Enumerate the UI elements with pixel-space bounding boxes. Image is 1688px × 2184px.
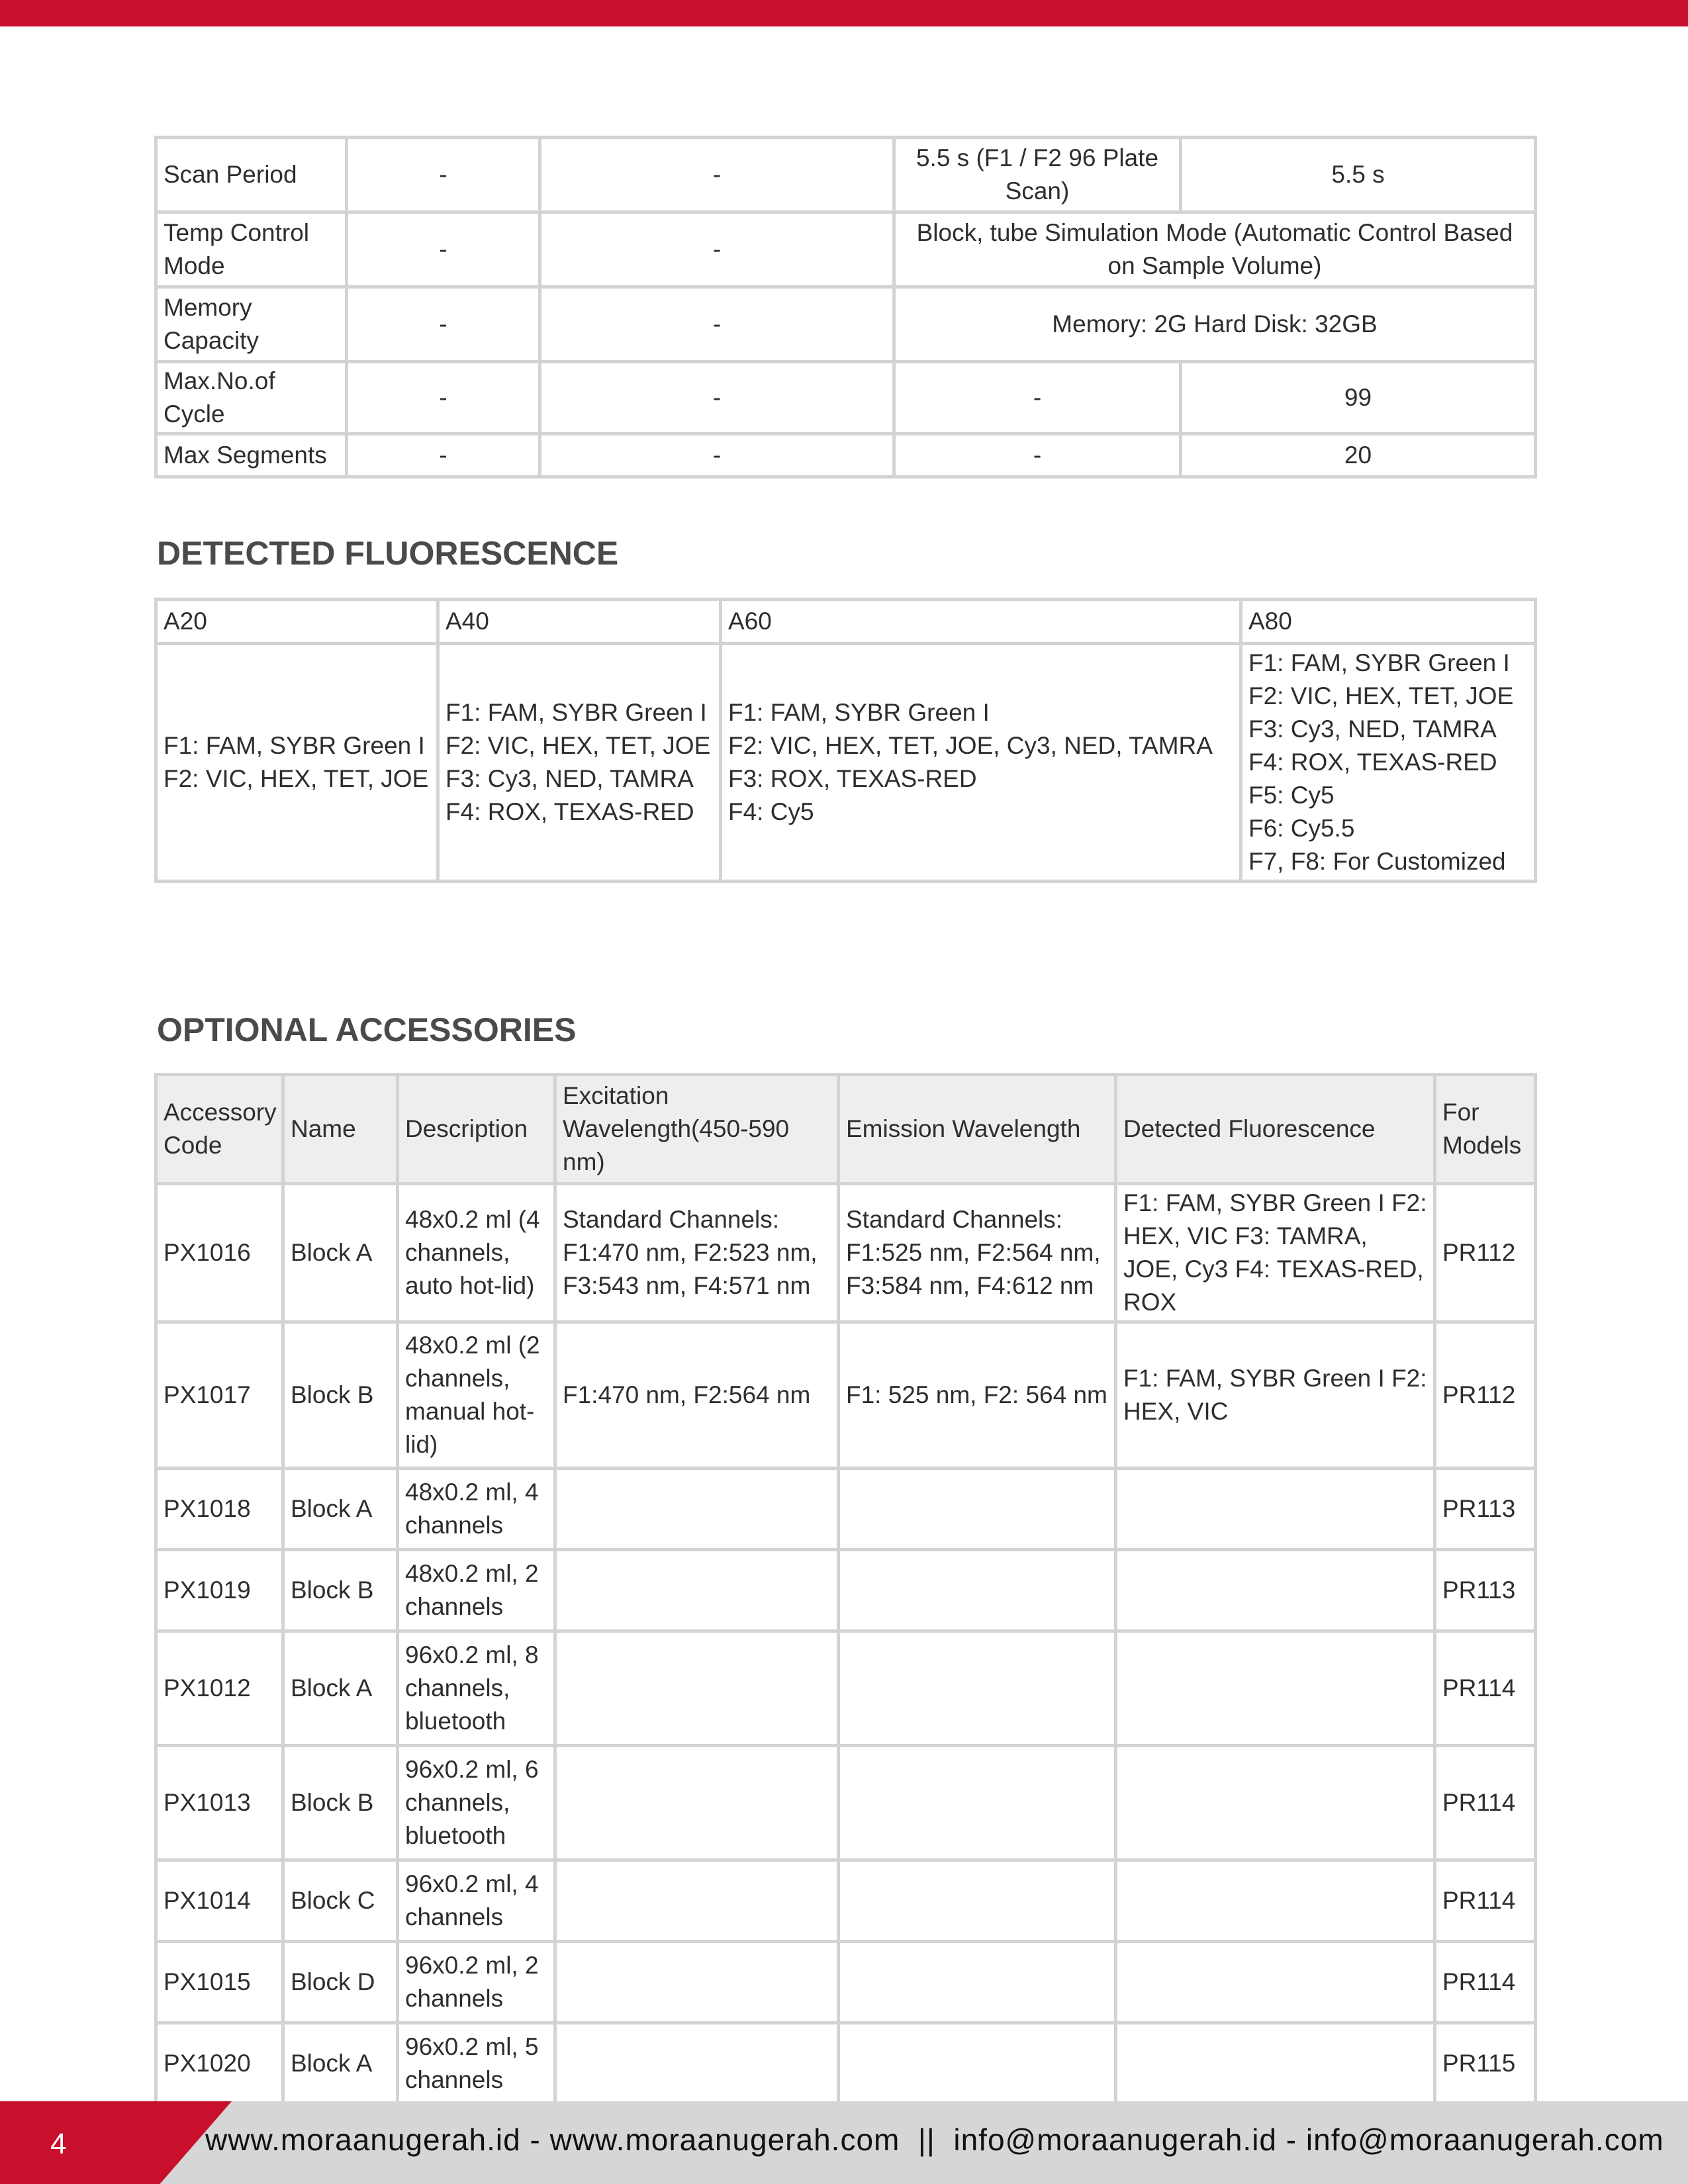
detected-fluorescence-table [154, 598, 1537, 883]
spec-a20: - [347, 138, 540, 212]
accessory-fluorescence-cell [1116, 1746, 1435, 1860]
accessory-code-cell: PX1013 [156, 1746, 283, 1860]
accessory-excitation-cell [555, 1860, 839, 1942]
spec-a60: - [894, 362, 1181, 434]
accessory-row [156, 1322, 1536, 1469]
accessory-models-cell: PR112 [1435, 1184, 1536, 1322]
accessory-row [156, 2023, 1536, 2105]
accessory-fluorescence-cell [1116, 2023, 1435, 2105]
spec-a40: - [540, 362, 894, 434]
accessory-excitation-cell [555, 1550, 839, 1631]
accessory-code-cell: PX1020 [156, 2023, 283, 2105]
accessory-row [156, 1746, 1536, 1860]
fluorescence-header: A20 [156, 600, 438, 644]
spec-a80: 20 [1181, 434, 1536, 477]
accessory-row [156, 1550, 1536, 1631]
column-header: Description [398, 1075, 555, 1184]
accessories-body [156, 1184, 1536, 2105]
fluorescence-values-row [156, 644, 1536, 882]
fluorescence-header: A80 [1241, 600, 1536, 644]
accessory-description-cell: 96x0.2 ml, 8 channels, bluetooth [398, 1631, 555, 1746]
accessory-emission-cell [839, 1550, 1116, 1631]
page-number: 4 [50, 2128, 67, 2160]
accessory-fluorescence-cell [1116, 1469, 1435, 1550]
accessory-emission-cell [839, 1469, 1116, 1550]
accessory-description-cell: 48x0.2 ml (2 channels, manual hot-lid) [398, 1322, 555, 1469]
fluorescence-a40: F1: FAM, SYBR Green I F2: VIC, HEX, TET, JOE F3: Cy3, NED, TAMRA F4: ROX, TEXAS-RED [438, 644, 721, 882]
spec-a60: 5.5 s (F1 / F2 96 Plate Scan) [894, 138, 1181, 212]
accessory-code-cell: PX1012 [156, 1631, 283, 1746]
accessory-emission-cell [839, 2023, 1116, 2105]
accessory-emission-cell [839, 1746, 1116, 1860]
accessory-emission-cell: Standard Channels: F1:525 nm, F2:564 nm, F3:584 nm, F4:612 nm [839, 1184, 1116, 1322]
spec-a60-a80: Block, tube Simulation Mode (Automatic Control Based on Sample Volume) [894, 212, 1536, 287]
accessory-description-cell: 96x0.2 ml, 6 channels, bluetooth [398, 1746, 555, 1860]
accessory-name-cell: Block B [283, 1746, 398, 1860]
spec-a60-a80: Memory: 2G Hard Disk: 32GB [894, 287, 1536, 362]
accessory-code-cell: PX1018 [156, 1469, 283, 1550]
spec-row-temp-control [156, 212, 1536, 287]
accessory-models-cell: PR114 [1435, 1942, 1536, 2023]
accessory-excitation-cell [555, 1942, 839, 2023]
accessory-code-cell: PX1014 [156, 1860, 283, 1942]
accessory-row [156, 1860, 1536, 1942]
accessory-name-cell: Block D [283, 1942, 398, 2023]
spec-label: Temp Control Mode [156, 212, 347, 287]
accessory-excitation-cell [555, 2023, 839, 2105]
accessory-models-cell: PR113 [1435, 1469, 1536, 1550]
spec-label: Scan Period [156, 138, 347, 212]
spec-a20: - [347, 434, 540, 477]
accessory-code-cell: PX1017 [156, 1322, 283, 1469]
accessory-fluorescence-cell: F1: FAM, SYBR Green I F2: HEX, VIC [1116, 1322, 1435, 1469]
accessory-row [156, 1942, 1536, 2023]
column-header: Detected Fluorescence [1116, 1075, 1435, 1184]
accessory-excitation-cell: F1:470 nm, F2:564 nm [555, 1322, 839, 1469]
optional-accessories-heading: OPTIONAL ACCESSORIES [157, 1011, 577, 1048]
accessory-name-cell: Block A [283, 2023, 398, 2105]
accessory-description-cell: 96x0.2 ml, 5 channels [398, 2023, 555, 2105]
specification-table [154, 136, 1537, 478]
accessory-emission-cell [839, 1631, 1116, 1746]
spec-a80: 5.5 s [1181, 138, 1536, 212]
top-accent-bar [0, 0, 1688, 26]
detected-fluorescence-heading: DETECTED FLUORESCENCE [157, 535, 619, 572]
spec-a20: - [347, 287, 540, 362]
accessory-name-cell: Block A [283, 1631, 398, 1746]
accessory-models-cell: PR115 [1435, 2023, 1536, 2105]
accessory-name-cell: Block A [283, 1184, 398, 1322]
spec-row-max-cycle [156, 362, 1536, 434]
accessory-description-cell: 48x0.2 ml, 4 channels [398, 1469, 555, 1550]
accessory-row [156, 1631, 1536, 1746]
accessory-row [156, 1469, 1536, 1550]
accessory-row [156, 1184, 1536, 1322]
spec-row-memory [156, 287, 1536, 362]
accessory-models-cell: PR114 [1435, 1860, 1536, 1942]
fluorescence-a80: F1: FAM, SYBR Green I F2: VIC, HEX, TET, JOE F3: Cy3, NED, TAMRA F4: ROX, TEXAS-RED F5: Cy5 F6: Cy5.5 F7, F8: For Customized [1241, 644, 1536, 882]
accessory-description-cell: 48x0.2 ml, 2 channels [398, 1550, 555, 1631]
spec-a80: 99 [1181, 362, 1536, 434]
spec-a60: - [894, 434, 1181, 477]
fluorescence-header: A40 [438, 600, 721, 644]
accessory-code-cell: PX1016 [156, 1184, 283, 1322]
footer-contact: www.moraanugerah.id - www.moraanugerah.com || info@moraanugerah.id - info@moraanugerah.com [205, 2122, 1664, 2157]
accessory-description-cell: 96x0.2 ml, 4 channels [398, 1860, 555, 1942]
accessory-excitation-cell [555, 1631, 839, 1746]
spec-label: Memory Capacity [156, 287, 347, 362]
accessory-models-cell: PR112 [1435, 1322, 1536, 1469]
optional-accessories-table [154, 1073, 1537, 2106]
fluorescence-a20: F1: FAM, SYBR Green I F2: VIC, HEX, TET, JOE [156, 644, 438, 882]
spec-label: Max.No.of Cycle [156, 362, 347, 434]
accessory-excitation-cell [555, 1469, 839, 1550]
accessory-code-cell: PX1019 [156, 1550, 283, 1631]
accessory-excitation-cell: Standard Channels: F1:470 nm, F2:523 nm, F3:543 nm, F4:571 nm [555, 1184, 839, 1322]
accessory-emission-cell: F1: 525 nm, F2: 564 nm [839, 1322, 1116, 1469]
accessory-code-cell: PX1015 [156, 1942, 283, 2023]
accessories-header-row [156, 1075, 1536, 1184]
accessory-models-cell: PR114 [1435, 1631, 1536, 1746]
fluorescence-header-row [156, 600, 1536, 644]
spec-label: Max Segments [156, 434, 347, 477]
accessory-description-cell: 48x0.2 ml (4 channels, auto hot-lid) [398, 1184, 555, 1322]
accessory-name-cell: Block C [283, 1860, 398, 1942]
accessory-fluorescence-cell [1116, 1942, 1435, 2023]
spec-a20: - [347, 362, 540, 434]
column-header: Excitation Wavelength(450-590 nm) [555, 1075, 839, 1184]
spec-a40: - [540, 287, 894, 362]
fluorescence-header: A60 [721, 600, 1241, 644]
accessory-models-cell: PR113 [1435, 1550, 1536, 1631]
spec-a20: - [347, 212, 540, 287]
accessory-name-cell: Block B [283, 1322, 398, 1469]
accessory-excitation-cell [555, 1746, 839, 1860]
accessory-fluorescence-cell [1116, 1860, 1435, 1942]
spec-a40: - [540, 138, 894, 212]
column-header: Name [283, 1075, 398, 1184]
column-header: Accessory Code [156, 1075, 283, 1184]
accessory-emission-cell [839, 1942, 1116, 2023]
accessory-fluorescence-cell [1116, 1631, 1435, 1746]
accessory-fluorescence-cell: F1: FAM, SYBR Green I F2: HEX, VIC F3: TAMRA, JOE, Cy3 F4: TEXAS-RED, ROX [1116, 1184, 1435, 1322]
column-header: Emission Wavelength [839, 1075, 1116, 1184]
spec-a40: - [540, 212, 894, 287]
accessory-name-cell: Block A [283, 1469, 398, 1550]
spec-row-max-segments [156, 434, 1536, 477]
accessory-emission-cell [839, 1860, 1116, 1942]
accessory-name-cell: Block B [283, 1550, 398, 1631]
spec-row-scan-period [156, 138, 1536, 212]
accessory-fluorescence-cell [1116, 1550, 1435, 1631]
fluorescence-a60: F1: FAM, SYBR Green I F2: VIC, HEX, TET, JOE, Cy3, NED, TAMRA F3: ROX, TEXAS-RED F4: Cy5 [721, 644, 1241, 882]
accessory-description-cell: 96x0.2 ml, 2 channels [398, 1942, 555, 2023]
accessory-models-cell: PR114 [1435, 1746, 1536, 1860]
column-header: For Models [1435, 1075, 1536, 1184]
spec-a40: - [540, 434, 894, 477]
